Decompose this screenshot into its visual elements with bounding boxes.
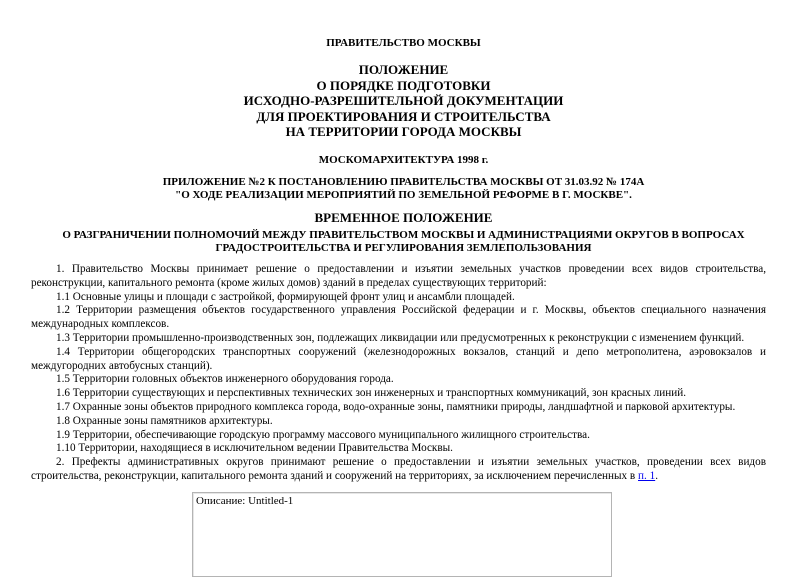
section-subtitle — [0, 229, 807, 255]
appendix-line: ПРИЛОЖЕНИЕ №2 К ПОСТАНОВЛЕНИЮ ПРАВИТЕЛЬСТВА МОСКВЫ ОТ 31.03.92 № 174А — [162, 176, 645, 188]
paragraph: 1.4 Территории общегородских транспортных сооружений (железнодорожных вокзалов, станций и депо метрополитена, аэровокзалов и междугородних автобусных станций). — [31, 345, 766, 372]
appendix-heading — [0, 176, 807, 202]
paragraph: 1.7 Охранные зоны объектов природного комплекса города, водо-охранные зоны, памятники природы, ландшафтной и парковой архитектуры. — [56, 400, 736, 413]
paragraph: 1.3 Территории промышленно-производственных зон, подлежащих ликвидации или предусмотренных к реконструкции с изменением функций. — [56, 331, 745, 344]
image-alt-text: Описание: Untitled-1 — [196, 495, 294, 507]
title-line: ДЛЯ ПРОЕКТИРОВАНИЯ И СТРОИТЕЛЬСТВА — [256, 108, 551, 124]
document-title — [0, 62, 807, 140]
title-line: О ПОРЯДКЕ ПОДГОТОВКИ — [316, 77, 491, 93]
document-body — [31, 263, 766, 484]
title-line: ИСХОДНО-РАЗРЕШИТЕЛЬНОЙ ДОКУМЕНТАЦИИ — [243, 93, 564, 108]
org-name: ПРАВИТЕЛЬСТВО МОСКВЫ — [326, 37, 481, 49]
section-1-link[interactable]: п. 1 — [638, 469, 656, 482]
paragraph: 1.5 Территории головных объектов инженерного оборудования города. — [56, 373, 394, 386]
paragraph-2 — [31, 456, 766, 484]
paragraph: 1.9 Территории, обеспечивающие городскую программу массового муниципального жилищного строительства. — [56, 428, 590, 441]
paragraph-tail: . — [655, 469, 658, 482]
paragraph-text: 2. Префекты административных округов принимают решение о предоставлении и изъятии земельных участков, проведении всех видов строительства, реконструкции, капитального ремонта зданий и сооружений на территориях, за исключением перечисленных в — [31, 456, 766, 482]
paragraph: 1.2 Территории размещения объектов государственного управления Российской федерации и г. Москвы, объектов специального назначения международных комплексов. — [31, 304, 766, 331]
paragraph: 1.8 Охранные зоны памятников архитектуры. — [56, 414, 273, 427]
section-title: ВРЕМЕННОЕ ПОЛОЖЕНИЕ — [314, 210, 493, 225]
image-placeholder — [192, 492, 612, 577]
paragraph: 1. Правительство Москвы принимает решение о предоставлении и изъятии земельных участков проведении всех видов строительства, реконструкции, капитального ремонта (кроме жилых домов) зданий в пределах существующих территорий: — [31, 263, 766, 289]
department-line: МОСКОМАРХИТЕКТУРА 1998 г. — [318, 154, 489, 166]
paragraph: 1.6 Территории существующих и перспективных технических зон инженерных и транспортных коммуникаций, зон красных линий. — [56, 387, 687, 400]
paragraph: 1.10 Территории, находящиеся в исключительном ведении Правительства Москвы. — [56, 442, 453, 455]
paragraph: 1.1 Основные улицы и площади с застройкой, формирующей фронт улиц и ансамбли площадей. — [56, 290, 515, 303]
title-line: ПОЛОЖЕНИЕ — [358, 62, 449, 77]
appendix-line: "О ХОДЕ РЕАЛИЗАЦИИ МЕРОПРИЯТИЙ ПО ЗЕМЕЛЬНОЙ РЕФОРМЕ В Г. МОСКВЕ". — [175, 189, 632, 201]
subtitle-line: О РАЗГРАНИЧЕНИИ ПОЛНОМОЧИЙ МЕЖДУ ПРАВИТЕЛЬСТВОМ МОСКВЫ И АДМИНИСТРАЦИЯМИ ОКРУГОВ В ВОПРОСАХ — [62, 229, 745, 241]
title-line: НА ТЕРРИТОРИИ ГОРОДА МОСКВЫ — [285, 124, 522, 139]
subtitle-line: ГРАДОСТРОИТЕЛЬСТВА И РЕГУЛИРОВАНИЯ ЗЕМЛЕПОЛЬЗОВАНИЯ — [215, 242, 592, 254]
